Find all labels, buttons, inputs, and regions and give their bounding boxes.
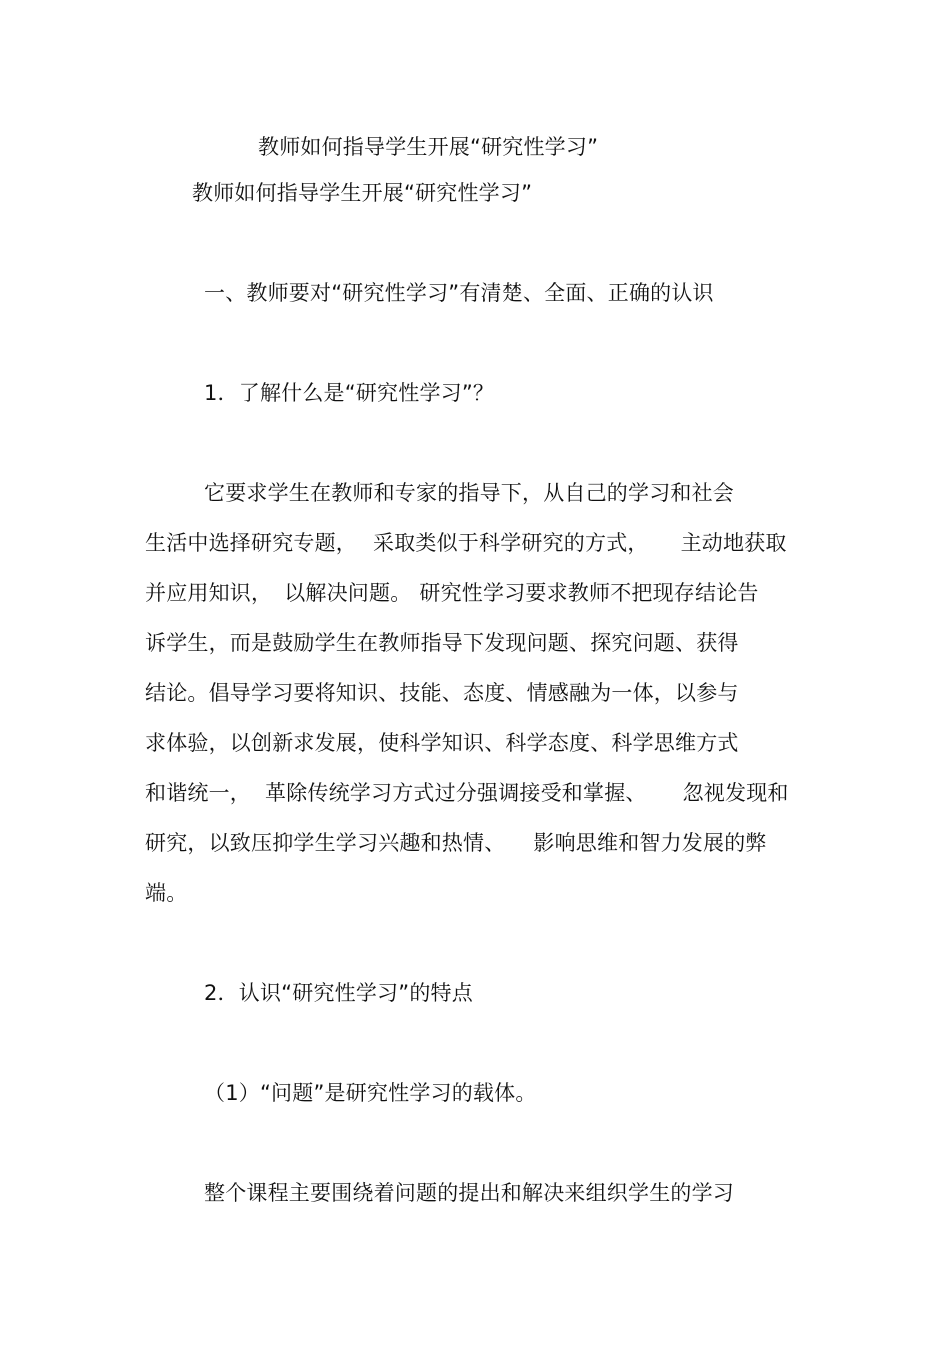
section-heading: 一、教师要对“研究性学习”有清楚、全面、正确的认识 <box>204 281 714 305</box>
text-segment: 忽视发现和 <box>682 781 789 805</box>
paragraph-line: 整个课程主要围绕着问题的提出和解决来组织学生的学习 <box>204 1181 734 1205</box>
text-segment: 影响思维和智力发展的弊 <box>533 831 767 855</box>
text-segment: 研究性学习要求教师不把现存结论告 <box>419 581 759 605</box>
text-segment: 并应用知识， <box>145 581 273 605</box>
text-segment: 和谐统一， <box>145 781 251 805</box>
text-segment: 生活中选择研究专题， <box>145 531 357 555</box>
paragraph-line <box>145 578 759 608</box>
item-heading-2: 2．认识“研究性学习”的特点 <box>204 981 473 1005</box>
item-heading-1: 1．了解什么是“研究性学习”？ <box>204 381 495 405</box>
paragraph-line: 它要求学生在教师和专家的指导下，从自己的学习和社会 <box>204 481 734 505</box>
text-segment: 采取类似于科学研究的方式， <box>373 531 649 555</box>
paragraph-line <box>145 828 767 858</box>
text-segment: 主动地获取 <box>680 531 787 555</box>
paragraph-line: 结论。倡导学习要将知识、技能、态度、情感融为一体，以参与 <box>145 681 739 705</box>
document-subtitle: 教师如何指导学生开展“研究性学习” <box>192 181 533 205</box>
paragraph-line <box>145 528 787 558</box>
text-segment: 以解决问题。 <box>284 581 412 605</box>
paragraph-line <box>145 778 789 808</box>
text-segment: 革除传统学习方式过分强调接受和掌握、 <box>265 781 647 805</box>
paragraph-line: 诉学生，而是鼓励学生在教师指导下发现问题、探究问题、获得 <box>145 631 739 655</box>
paragraph-line: 端。 <box>145 881 188 905</box>
text-segment: 研究，以致压抑学生学习兴趣和热情、 <box>145 831 506 855</box>
paragraph-line: 求体验，以创新求发展，使科学知识、科学态度、科学思维方式 <box>145 731 739 755</box>
sub-item-heading: （1）“问题”是研究性学习的载体。 <box>204 1081 537 1105</box>
document-title: 教师如何指导学生开展“研究性学习” <box>258 135 599 159</box>
